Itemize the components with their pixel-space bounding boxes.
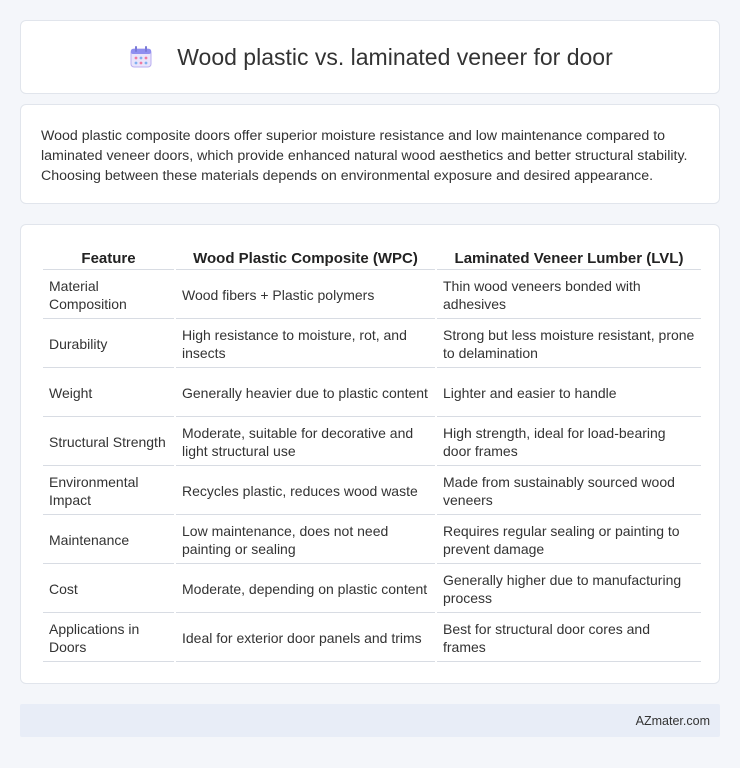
- feature-cell: Structural Strength: [43, 419, 174, 466]
- calendar-icon: [127, 43, 155, 71]
- lvl-cell: Thin wood veneers bonded with adhesives: [437, 272, 701, 319]
- lvl-cell: Lighter and easier to handle: [437, 370, 701, 417]
- wpc-cell: High resistance to moisture, rot, and insects: [176, 321, 435, 368]
- table-row: [43, 321, 701, 368]
- wpc-cell: Moderate, depending on plastic content: [176, 566, 435, 613]
- lvl-cell: Strong but less moisture resistant, prone to delamination: [437, 321, 701, 368]
- page-title: Wood plastic vs. laminated veneer for door: [177, 43, 613, 70]
- wpc-cell: Generally heavier due to plastic content: [176, 370, 435, 417]
- lvl-cell: High strength, ideal for load-bearing door frames: [437, 419, 701, 466]
- table-row: [43, 370, 701, 417]
- column-header-lvl: Laminated Veneer Lumber (LVL): [437, 248, 701, 270]
- table-row: [43, 468, 701, 515]
- lvl-cell: Made from sustainably sourced wood veneers: [437, 468, 701, 515]
- wpc-cell: Low maintenance, does not need painting or sealing: [176, 517, 435, 564]
- feature-cell: Cost: [43, 566, 174, 613]
- table-header-row: [43, 248, 701, 270]
- column-header-feature: Feature: [43, 248, 174, 270]
- column-header-wpc: Wood Plastic Composite (WPC): [176, 248, 435, 270]
- feature-cell: Weight: [43, 370, 174, 417]
- wpc-cell: Moderate, suitable for decorative and light structural use: [176, 419, 435, 466]
- feature-cell: Environmental Impact: [43, 468, 174, 515]
- table-row: [43, 615, 701, 662]
- table-row: [43, 517, 701, 564]
- lvl-cell: Requires regular sealing or painting to prevent damage: [437, 517, 701, 564]
- wpc-cell: Recycles plastic, reduces wood waste: [176, 468, 435, 515]
- comparison-card: [20, 224, 720, 684]
- comparison-table: [41, 246, 703, 664]
- wpc-cell: Wood fibers + Plastic polymers: [176, 272, 435, 319]
- intro-paragraph: Wood plastic composite doors offer superior moisture resistance and low maintenance compared to laminated veneer doors, which provide enhanced natural wood aesthetics and better structural stability. Choosing between these materials depends on environmental exposure and desired appearance.: [41, 128, 688, 184]
- table-row: [43, 272, 701, 319]
- footer-site-name: AZmater.com: [635, 713, 710, 728]
- feature-cell: Material Composition: [43, 272, 174, 319]
- wpc-cell: Ideal for exterior door panels and trims: [176, 615, 435, 662]
- lvl-cell: Best for structural door cores and frames: [437, 615, 701, 662]
- feature-cell: Applications in Doors: [43, 615, 174, 662]
- feature-cell: Durability: [43, 321, 174, 368]
- title-card: [20, 20, 720, 94]
- feature-cell: Maintenance: [43, 517, 174, 564]
- table-row: [43, 566, 701, 613]
- lvl-cell: Generally higher due to manufacturing process: [437, 566, 701, 613]
- intro-card: [20, 104, 720, 204]
- table-row: [43, 419, 701, 466]
- footer-bar: [20, 704, 720, 737]
